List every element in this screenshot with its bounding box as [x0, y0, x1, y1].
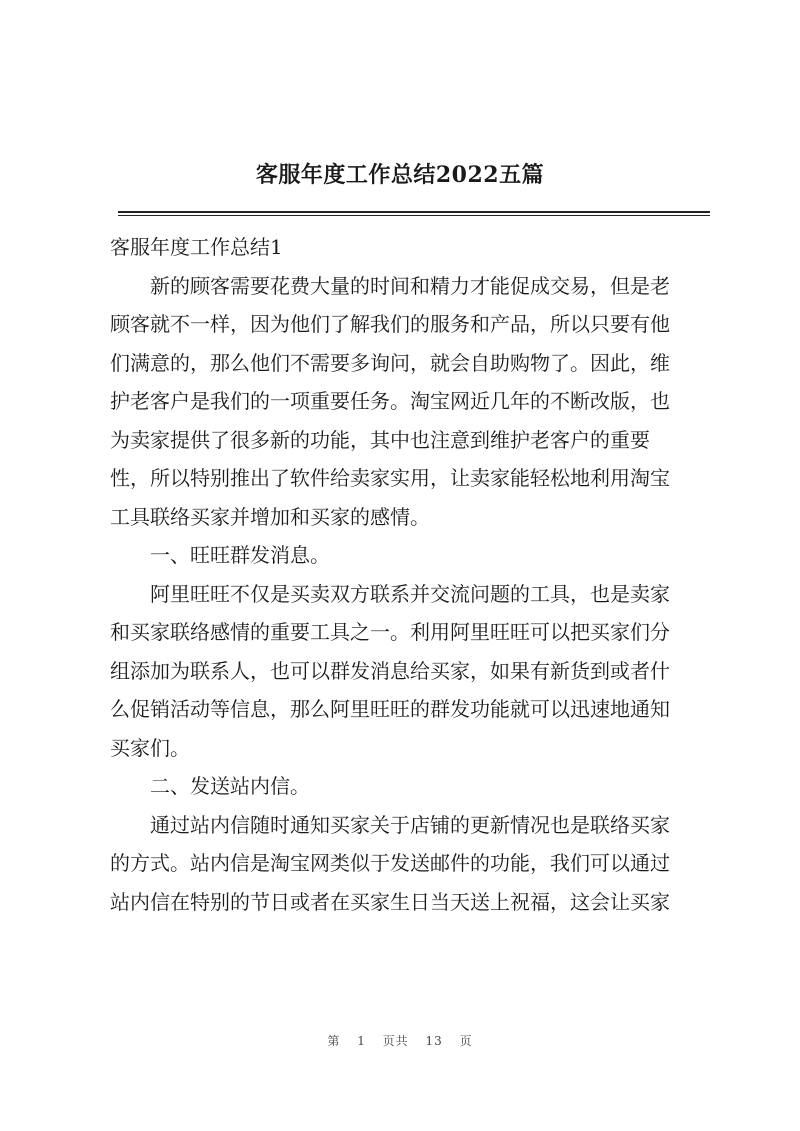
- paragraph-line: 们满意的，那么他们不需要多询问，就会自助购物了。因此，维: [110, 350, 670, 375]
- paragraph-line: 为卖家提供了很多新的功能，其中也注意到维护老客户的重要: [110, 427, 650, 452]
- paragraph-line: 新的顾客需要花费大量的时间和精力才能促成交易，但是老: [150, 273, 670, 298]
- paragraph-line: 么促销活动等信息，那么阿里旺旺的群发功能就可以迅速地通知: [110, 697, 670, 721]
- document-title: 客服年度工作总结2022五篇: [255, 162, 545, 188]
- subheading-line: 一、旺旺群发消息。: [150, 543, 330, 567]
- paragraph-line: 站内信在特别的节日或者在买家生日当天送上祝福，这会让买家: [110, 889, 670, 914]
- paragraph-line: 和买家联络感情的重要工具之一。利用阿里旺旺可以把买家们分: [110, 620, 670, 644]
- paragraph-line: 通过站内信随时通知买家关于店铺的更新情况也是联络买家: [150, 812, 670, 837]
- footer-page-number: 1: [357, 1034, 366, 1048]
- footer-page-mid: 页共: [382, 1034, 409, 1048]
- paragraph-line: 顾客就不一样，因为他们了解我们的服务和产品，所以只要有他: [110, 312, 670, 336]
- page-footer: [0, 1032, 800, 1049]
- footer-page-prefix: 第: [327, 1034, 341, 1048]
- subheading-line: 二、发送站内信。: [150, 774, 310, 798]
- section-heading: 客服年度工作总结1: [110, 235, 283, 259]
- paragraph-line: 的方式。站内信是淘宝网类似于发送邮件的功能，我们可以通过: [110, 851, 670, 875]
- footer-page-suffix: 页: [459, 1034, 473, 1048]
- paragraph-line: 工具联络买家并增加和买家的感情。: [110, 504, 430, 529]
- paragraph-line: 组添加为联系人，也可以群发消息给买家，如果有新货到或者什: [110, 658, 670, 683]
- footer-page-total: 13: [425, 1034, 443, 1048]
- paragraph-line: 阿里旺旺不仅是买卖双方联系并交流问题的工具，也是卖家: [150, 581, 670, 606]
- paragraph-line: 护老客户是我们的一项重要任务。淘宝网近几年的不断改版，也: [110, 389, 670, 413]
- paragraph-line: 性，所以特别推出了软件给卖家实用，让卖家能轻松地利用淘宝: [110, 466, 670, 490]
- title-divider: [118, 211, 710, 213]
- document-body: [110, 228, 710, 921]
- paragraph-line: 买家们。: [110, 735, 190, 760]
